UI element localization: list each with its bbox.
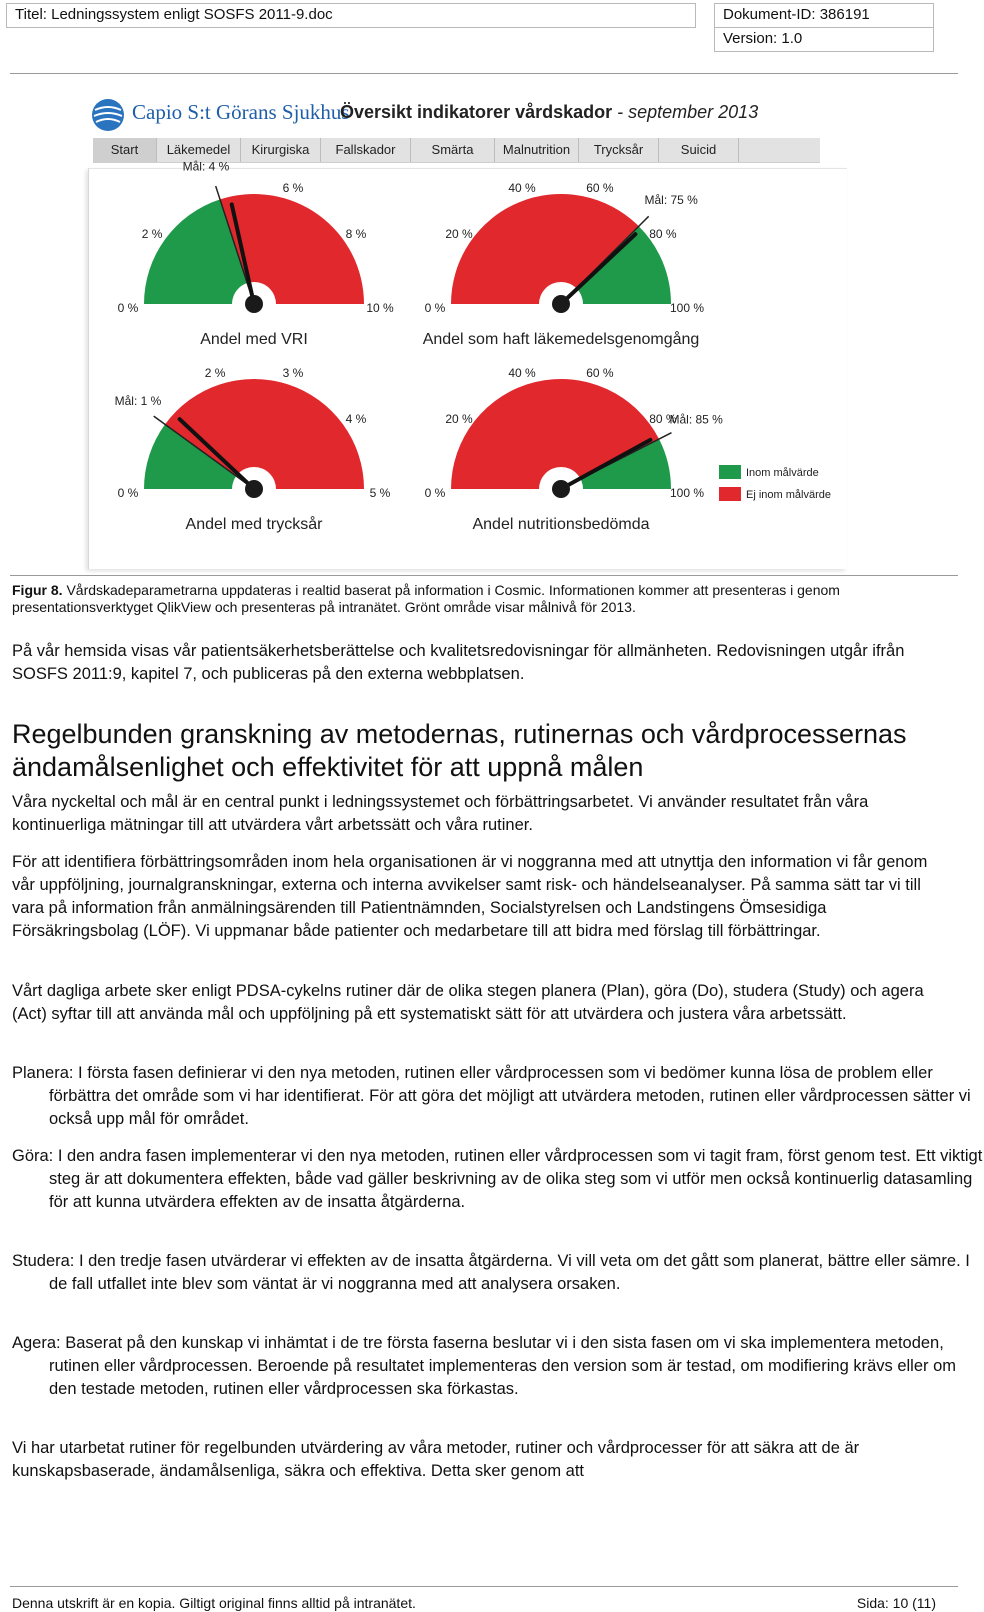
legend-swatch [719, 465, 741, 479]
tab-smärta[interactable]: Smärta [411, 138, 495, 162]
dashboard-title-period: - september 2013 [612, 102, 759, 122]
tab-kirurgiska[interactable]: Kirurgiska [241, 138, 321, 162]
header-divider [10, 73, 958, 74]
document-title-field: Titel: Ledningssystem enligt SOSFS 2011-9.doc [6, 3, 696, 28]
paragraph-evaluation: Vi har utarbetat rutiner för regelbunden utvärdering av våra metoder, rutiner och vårdprocesser för att säkra att de är kunskapsbaserade, ändamålsenliga, säkra och effektiva. Detta sker genom att [12, 1439, 860, 1480]
gauge-4-tick-label: 100 % [669, 486, 705, 500]
paragraph-study: Studera: I den tredje fasen utvärderar vi effekten av de insatta åtgärderna. Vi vill veta om det gått som planerat, bättre eller sämre. I de fall utfallet inte blev som väntat är vi noggranna med att analysera orsaken. [12, 1252, 970, 1293]
paragraph-act: Agera: Baserat på den kunskap vi inhämtat i de tre första faserna beslutar vi i den sista fasen om vi ska implementera metoden, rutinen eller vårdprocessen. Beroende på resultatet implementeras den version som är testad, om modifiering krävs eller om den testade metoden, rutinen eller vårdprocessen ska förkastas. [12, 1334, 957, 1398]
gauge-3-tick-label: 3 % [282, 366, 304, 381]
tab-start[interactable]: Start [93, 138, 157, 162]
gauge-3-tick-label: 4 % [345, 411, 367, 426]
paragraph-improvement-areas: För att identifiera förbättringsområden inom hela organisationen är vi noggranna med att utnyttja den information vi får genom vår uppföljning, journalgranskningar, externa och interna avvikelser samt risk- och händelseanalyser. På samma sätt tar vi till vara på information från anmälningsärenden till Patientnämnden, Socialstyrelsen och Landstingens Ömsesidiga Försäkringsbolag (LÖF). Vi uppmanar både patienter och medarbetare till att bidra med förslag till förbättringar. [12, 853, 928, 940]
dashboard-brand-row [85, 88, 865, 130]
gauge-3-tick-label: 0 % [117, 486, 139, 500]
paragraph-pdsa: Vårt dagliga arbete sker enligt PDSA-cykelns rutiner där de olika stegen planera (Plan), göra (Do), studera (Study) och agera (Act) syftar till att använda mål och uppföljning på ett systematiskt sätt för att utvärdera och justera våra arbetssätt. [12, 982, 924, 1023]
gauge-4-tick-label: 20 % [445, 411, 473, 426]
gauge-1-tick-label: 6 % [282, 181, 304, 196]
gauge-2-tick-label: 80 % [649, 226, 677, 241]
tab-fallskador[interactable]: Fallskador [321, 138, 411, 162]
tab-suicid[interactable]: Suicid [659, 138, 739, 162]
tab-trycksår[interactable]: Trycksår [579, 138, 659, 162]
paragraph-do: Göra: I den andra fasen implementerar vi den nya metoden, rutinen eller vårdprocessen som vi tagit fram, först genom test. Ett viktigt steg är att dokumentera effekten, både vad gäller beskrivning av de olika steg som vi utför men också kontinuerlig datasamling för att kunna utvärdera effekten av de insatta åtgärderna. [12, 1147, 983, 1211]
gauge-3-tick-label: 2 % [204, 366, 226, 381]
gauge-1-tick-label: 0 % [117, 301, 139, 315]
gauge-3-tick-label: 5 % [369, 486, 391, 500]
dashboard-title [340, 102, 758, 123]
gauge-2-tick-label: 20 % [445, 226, 473, 241]
dashboard-title-main: Översikt indikatorer vårdskador [340, 102, 613, 122]
hospital-name: Capio S:t Görans Sjukhus [132, 100, 350, 124]
gauge-1-pivot [245, 295, 263, 313]
tab-läkemedel[interactable]: Läkemedel [157, 138, 241, 162]
gauge-3-goal-label: Mål: 1 % [114, 394, 162, 409]
indicator-dashboard-figure [85, 88, 865, 578]
paragraph-key-figures: Våra nyckeltal och mål är en central punkt i ledningssystemet och förbättringsarbetet. Vi använder resultatet från våra kontinuerliga mätningar till att utvärdera vårt arbetssätt och våra rutiner. [12, 793, 869, 834]
figure-divider [10, 575, 958, 576]
section-heading: Regelbunden granskning av metodernas, rutinernas och vårdprocessernas ändamålsenlighet och effektivitet för att uppnå målen [12, 719, 907, 782]
gauge-4-pivot [552, 480, 570, 498]
gauge-2-tick-label: 60 % [586, 181, 614, 196]
footer-divider [10, 1586, 958, 1587]
gauge-4-tick-label: 0 % [424, 486, 446, 500]
gauge-2-tick-label: 0 % [424, 301, 446, 315]
footer-copy-notice: Denna utskrift är en kopia. Giltigt original finns alltid på intranätet. [12, 1595, 416, 1611]
gauge-4-goal-label: Mål: 85 % [669, 412, 723, 427]
gauge-chart-area [89, 159, 847, 569]
gauge-1-tick-label: 2 % [141, 226, 163, 241]
legend-swatch [719, 487, 741, 501]
legend-label: Ej inom målvärde [746, 489, 831, 501]
gauge-4-tick-label: 40 % [508, 366, 536, 381]
footer-page-number: Sida: 10 (11) [856, 1595, 936, 1611]
gauge-3-pivot [245, 480, 263, 498]
gauge-1-label: Andel med VRI [200, 331, 308, 348]
figure-caption [12, 582, 947, 616]
gauge-2-label: Andel som haft läkemedelsgenomgång [422, 331, 700, 348]
gauge-2-pivot [552, 295, 570, 313]
gauge-3-label: Andel med trycksår [185, 516, 323, 533]
legend-label: Inom målvärde [746, 467, 819, 479]
gauge-4-tick-label: 80 % [649, 411, 677, 426]
paragraph-website: På vår hemsida visas vår patientsäkerhetsberättelse och kvalitetsredovisningar för allmänheten. Redovisningen utgår ifrån SOSFS 2011:9, kapitel 7, och publiceras på den externa webbplatsen. [12, 642, 905, 683]
gauge-2-tick-label: 100 % [669, 301, 705, 315]
gauge-2-tick-label: 40 % [508, 181, 536, 196]
gauge-1-tick-label: 8 % [345, 226, 367, 241]
document-version-field: Version: 1.0 [714, 27, 934, 52]
paragraph-plan: Planera: I första fasen definierar vi den nya metoden, rutinen eller vårdprocessen som vi bedömer kunna lösa de problem eller förbättra det område som vi har identifierat. För att göra det möjligt att utvärdera metoden, rutinen eller vårdprocessen sätter vi också upp mål för området. [12, 1064, 971, 1128]
document-id-field: Dokument-ID: 386191 [714, 3, 934, 28]
gauge-1-goal-label: Mål: 4 % [182, 159, 230, 174]
gauge-2-goal-label: Mål: 75 % [644, 192, 698, 207]
capio-logo-icon [90, 98, 126, 132]
gauge-1-tick-label: 10 % [366, 301, 394, 315]
figure-caption-label: Figur 8. [12, 582, 63, 598]
tab-malnutrition[interactable]: Malnutrition [495, 138, 579, 162]
gauge-4-tick-label: 60 % [586, 366, 614, 381]
gauge-panel [88, 159, 847, 569]
gauge-4-label: Andel nutritionsbedömda [472, 516, 650, 533]
figure-caption-text: Vårdskadeparametrarna uppdateras i realtid baserat på information i Cosmic. Informationen kommer att presenteras i genom presentationsverktyget QlikView och presenteras på intranätet. Grönt område visar målnivå för 2013. [12, 582, 840, 615]
